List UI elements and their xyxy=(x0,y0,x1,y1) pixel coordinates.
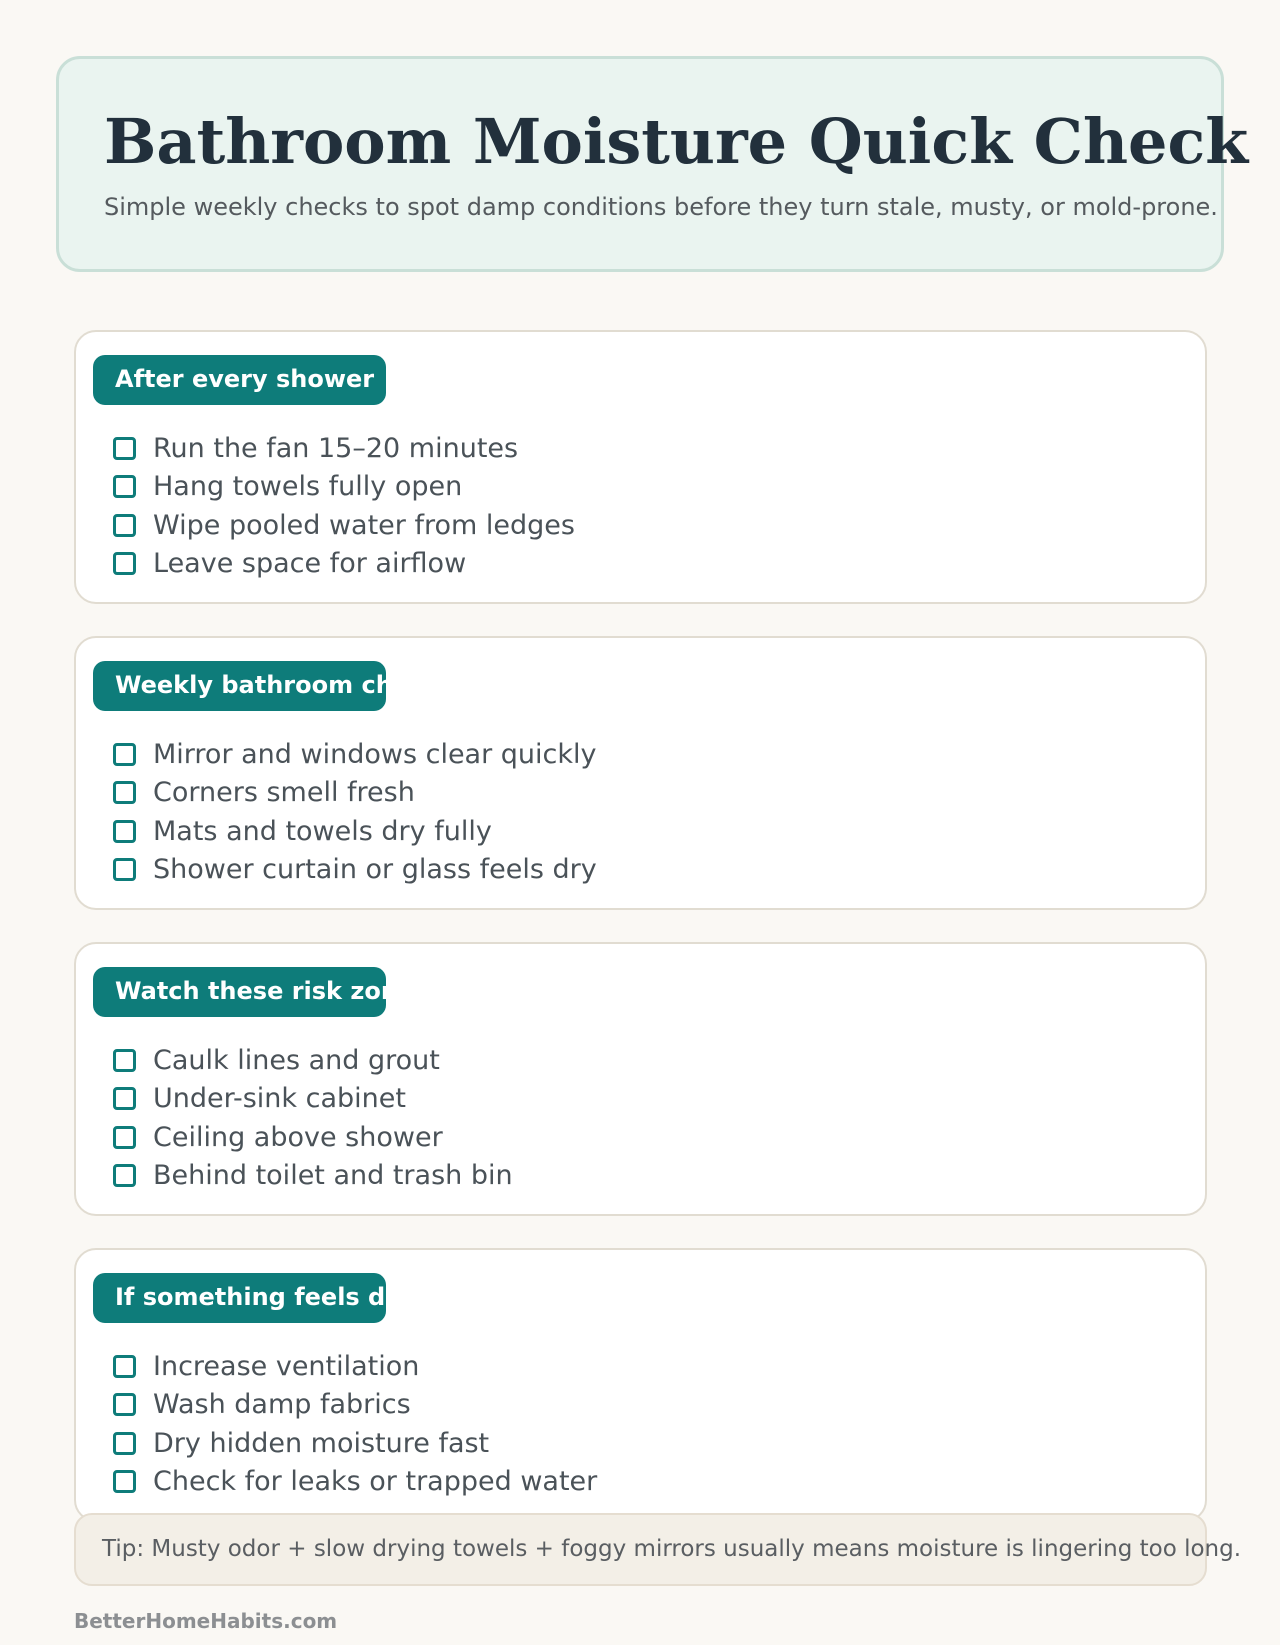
checklist-item xyxy=(113,812,597,851)
checkbox-icon[interactable] xyxy=(113,1355,136,1378)
checkbox-icon[interactable] xyxy=(113,1432,136,1455)
page-subtitle: Simple weekly checks to spot damp conditions before they turn stale, musty, or mold-prone. xyxy=(104,193,1218,221)
checklist xyxy=(113,429,575,583)
section-label: If something feels damp xyxy=(93,1273,386,1323)
checklist-item-text: Ceiling above shower xyxy=(153,1121,443,1153)
checklist-item-text: Run the fan 15–20 minutes xyxy=(153,432,519,464)
checklist-item xyxy=(113,851,597,890)
checkbox-icon[interactable] xyxy=(113,475,136,498)
checklist-item xyxy=(113,1424,597,1463)
checklist-item-text: Shower curtain or glass feels dry xyxy=(153,854,597,886)
checklist-item xyxy=(113,429,575,468)
tip-banner: Tip: Musty odor + slow drying towels + foggy mirrors usually means moisture is lingering too long. xyxy=(74,1513,1207,1586)
checklist-item xyxy=(113,774,597,813)
checklist-item-text: Hang towels fully open xyxy=(153,471,463,503)
checklist-item xyxy=(113,1347,597,1386)
footer-site-name: BetterHomeHabits.com xyxy=(74,1609,338,1633)
checkbox-icon[interactable] xyxy=(113,820,136,843)
section-card-after-shower xyxy=(74,330,1207,604)
section-card-weekly-check xyxy=(74,636,1207,910)
checklist-item xyxy=(113,506,575,545)
section-card-if-damp xyxy=(74,1248,1207,1522)
checklist-item-text: Increase ventilation xyxy=(153,1350,420,1382)
checklist-item xyxy=(113,545,575,584)
checkbox-icon[interactable] xyxy=(113,552,136,575)
checklist-item xyxy=(113,1118,513,1157)
checkbox-icon[interactable] xyxy=(113,437,136,460)
checklist xyxy=(113,735,597,889)
page-title: Bathroom Moisture Quick Check xyxy=(104,105,1249,178)
checklist-item-text: Corners smell fresh xyxy=(153,777,415,809)
section-card-risk-zones xyxy=(74,942,1207,1216)
checklist-item-text: Behind toilet and trash bin xyxy=(153,1160,513,1192)
section-label: Watch these risk zones xyxy=(93,967,386,1017)
checkbox-icon[interactable] xyxy=(113,1049,136,1072)
checklist-item xyxy=(113,1041,513,1080)
section-label: After every shower xyxy=(93,355,386,405)
checklist-item-text: Check for leaks or trapped water xyxy=(153,1466,598,1498)
checklist-item-text: Wipe pooled water from ledges xyxy=(153,509,575,541)
checklist-item xyxy=(113,735,597,774)
checklist-item-text: Wash damp fabrics xyxy=(153,1389,411,1421)
checklist-item-text: Caulk lines and grout xyxy=(153,1044,440,1076)
checkbox-icon[interactable] xyxy=(113,1393,136,1416)
checkbox-icon[interactable] xyxy=(113,743,136,766)
checklist-item-text: Dry hidden moisture fast xyxy=(153,1427,490,1459)
checkbox-icon[interactable] xyxy=(113,781,136,804)
checklist-item-text: Under-sink cabinet xyxy=(153,1083,406,1115)
checklist-item xyxy=(113,1463,597,1502)
header-banner xyxy=(56,56,1249,272)
checklist-item xyxy=(113,468,575,507)
checklist-item-text: Mats and towels dry fully xyxy=(153,815,492,847)
checklist-item xyxy=(113,1157,513,1196)
checkbox-icon[interactable] xyxy=(113,1470,136,1493)
checklist xyxy=(113,1041,513,1195)
checkbox-icon[interactable] xyxy=(113,1126,136,1149)
checkbox-icon[interactable] xyxy=(113,514,136,537)
checklist-item xyxy=(113,1080,513,1119)
checkbox-icon[interactable] xyxy=(113,1087,136,1110)
checklist-item-text: Leave space for airflow xyxy=(153,548,467,580)
checklist-item xyxy=(113,1386,597,1425)
section-label: Weekly bathroom check xyxy=(93,661,386,711)
checkbox-icon[interactable] xyxy=(113,1164,136,1187)
checkbox-icon[interactable] xyxy=(113,858,136,881)
checklist xyxy=(113,1347,597,1501)
checklist-item-text: Mirror and windows clear quickly xyxy=(153,738,597,770)
